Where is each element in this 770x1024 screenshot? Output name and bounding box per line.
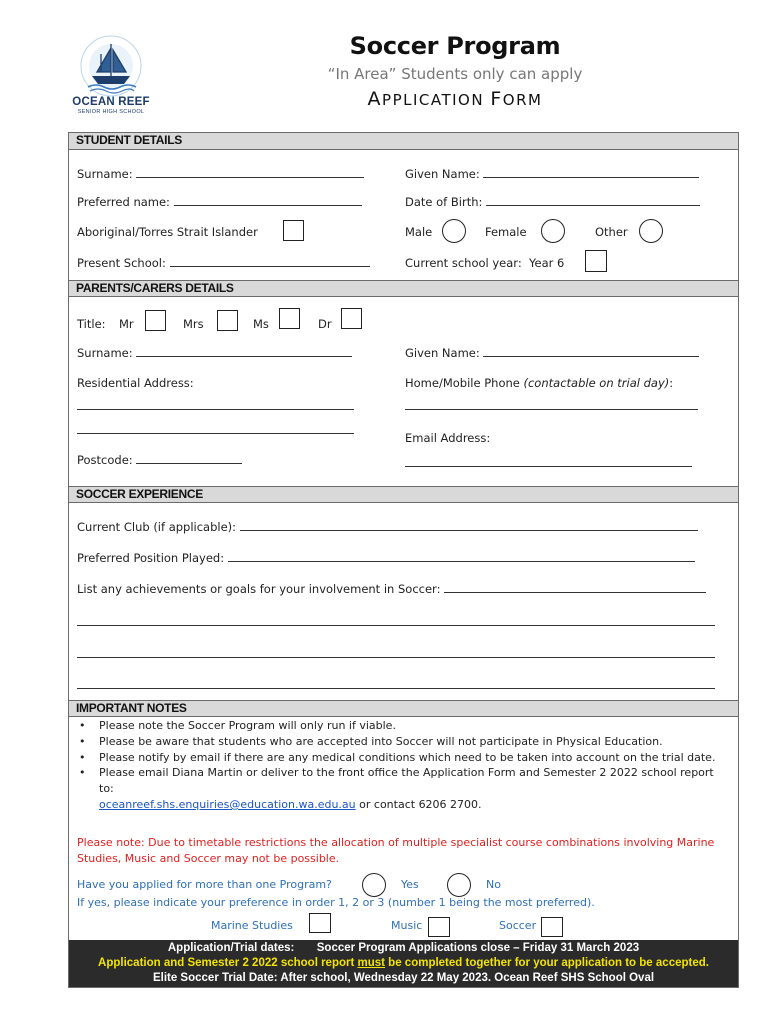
contact-text: or contact 6206 2700. bbox=[355, 797, 482, 811]
position-field[interactable] bbox=[77, 551, 695, 565]
female-label: Female bbox=[485, 225, 527, 239]
mrs-checkbox[interactable] bbox=[217, 310, 238, 331]
present-school-field[interactable] bbox=[77, 256, 370, 270]
current-year-checkbox[interactable] bbox=[585, 250, 607, 272]
postcode-field[interactable] bbox=[77, 453, 242, 467]
club-line[interactable] bbox=[240, 521, 698, 531]
soccer-label: Soccer bbox=[499, 919, 537, 932]
note-item: • Please notify by email if there are any medical conditions which need to be taken into account on the trial date. bbox=[77, 750, 727, 766]
surname-field[interactable] bbox=[77, 167, 364, 181]
dr-checkbox[interactable] bbox=[341, 308, 362, 329]
school-name: OCEAN REEF bbox=[72, 96, 150, 108]
note-item-text: Please email Diana Martin or deliver to the front office the Application Form and Semester 2 2022 school report to: bbox=[99, 766, 714, 796]
music-label: Music bbox=[391, 919, 423, 932]
current-year-label: Current school year: bbox=[405, 256, 522, 270]
phone-colon: : bbox=[669, 376, 674, 390]
form-title-part: PPLICATION bbox=[382, 91, 491, 109]
email-label: Email Address: bbox=[405, 431, 491, 445]
parent-given-name-line[interactable] bbox=[483, 347, 699, 357]
page-title: Soccer Program bbox=[349, 32, 561, 60]
position-line[interactable] bbox=[228, 552, 695, 562]
address-line-1[interactable] bbox=[77, 409, 354, 410]
note-item: • Please note the Soccer Program will only run if viable. bbox=[77, 718, 727, 734]
postcode-line[interactable] bbox=[136, 454, 242, 464]
male-radio[interactable] bbox=[442, 219, 466, 243]
enquiries-email-link[interactable]: oceanreef.shs.enquiries@education.wa.edu.au bbox=[99, 797, 356, 811]
school-logo-text bbox=[66, 96, 156, 115]
parent-surname-line[interactable] bbox=[136, 347, 352, 357]
given-name-label: Given Name: bbox=[405, 167, 480, 181]
given-name-field[interactable] bbox=[405, 167, 699, 181]
achievements-line-4[interactable] bbox=[77, 688, 715, 689]
form-title-part: F bbox=[490, 88, 503, 110]
phone-note: (contactable on trial day) bbox=[523, 376, 670, 390]
ms-checkbox[interactable] bbox=[279, 308, 300, 329]
dates-footer bbox=[69, 940, 738, 987]
present-school-label: Present School: bbox=[77, 256, 166, 270]
email-line[interactable] bbox=[405, 466, 692, 467]
achievements-label: List any achievements or goals for your involvement in Soccer: bbox=[77, 582, 441, 596]
timetable-warning: Please note: Due to timetable restrictions the allocation of multiple specialist course combinations involving Marine Studies, Music and Soccer may not be possible. bbox=[77, 836, 715, 865]
multiple-yes-radio[interactable] bbox=[362, 873, 386, 897]
other-radio[interactable] bbox=[639, 219, 663, 243]
form-title-part: A bbox=[367, 88, 383, 110]
address-line-2[interactable] bbox=[77, 433, 354, 434]
phone-label bbox=[405, 376, 673, 390]
achievements-line-3[interactable] bbox=[77, 657, 715, 658]
multiple-no-label: No bbox=[486, 878, 501, 891]
other-label: Other bbox=[595, 225, 628, 239]
footer-line-2-a: Application and Semester 2 2022 school report bbox=[98, 957, 358, 969]
music-checkbox[interactable] bbox=[428, 917, 450, 937]
aboriginal-checkbox[interactable] bbox=[283, 220, 304, 241]
footer-line-2 bbox=[69, 956, 738, 971]
notes-list bbox=[77, 718, 727, 813]
postcode-label: Postcode: bbox=[77, 453, 133, 467]
parent-given-name-field[interactable] bbox=[405, 346, 699, 360]
dob-line[interactable] bbox=[486, 196, 700, 206]
present-school-line[interactable] bbox=[170, 257, 370, 267]
mr-checkbox[interactable] bbox=[145, 310, 166, 331]
school-subname: SENIOR HIGH SCHOOL bbox=[77, 109, 145, 115]
dob-field[interactable] bbox=[405, 195, 700, 209]
title-label: Title: bbox=[77, 317, 106, 331]
achievements-line-2[interactable] bbox=[77, 625, 715, 626]
footer-must: must bbox=[357, 957, 385, 969]
footer-close-date: Soccer Program Applications close – Friday 31 March 2023 bbox=[316, 942, 640, 954]
club-label: Current Club (if applicable): bbox=[77, 520, 237, 534]
position-label: Preferred Position Played: bbox=[77, 551, 225, 565]
club-field[interactable] bbox=[77, 520, 698, 534]
surname-line[interactable] bbox=[136, 168, 364, 178]
form-title-part: ORM bbox=[502, 91, 543, 109]
marine-studies-checkbox[interactable] bbox=[309, 913, 331, 933]
dr-label: Dr bbox=[318, 317, 332, 331]
preferred-name-line[interactable] bbox=[174, 196, 362, 206]
multiple-yes-label: Yes bbox=[401, 878, 419, 891]
section-soccer-experience: SOCCER EXPERIENCE bbox=[69, 486, 738, 503]
section-student-details: STUDENT DETAILS bbox=[69, 133, 738, 150]
preference-instruction: If yes, please indicate your preference in order 1, 2 or 3 (number 1 being the most preferred). bbox=[77, 896, 595, 909]
application-form bbox=[68, 132, 739, 988]
parent-given-name-label: Given Name: bbox=[405, 346, 480, 360]
marine-studies-label: Marine Studies bbox=[211, 919, 293, 932]
page-subtitle: “In Area” Students only can apply bbox=[327, 65, 583, 83]
multiple-programs-question: Have you applied for more than one Program? bbox=[77, 878, 332, 891]
ms-label: Ms bbox=[253, 317, 269, 331]
aboriginal-label: Aboriginal/Torres Strait Islander bbox=[77, 225, 258, 239]
achievements-line[interactable] bbox=[444, 583, 706, 593]
preferred-name-field[interactable] bbox=[77, 195, 362, 209]
parent-surname-label: Surname: bbox=[77, 346, 133, 360]
footer-line-3: Elite Soccer Trial Date: After school, Wednesday 22 May 2023. Ocean Reef SHS School Oval bbox=[152, 972, 655, 984]
phone-label-text: Home/Mobile Phone bbox=[405, 376, 520, 390]
male-label: Male bbox=[405, 225, 433, 239]
footer-line-2-b: be completed together for your application to be accepted. bbox=[384, 957, 709, 969]
achievements-field[interactable] bbox=[77, 582, 706, 596]
soccer-checkbox[interactable] bbox=[541, 917, 563, 937]
phone-line[interactable] bbox=[405, 409, 698, 410]
footer-dates-label: Application/Trial dates: bbox=[167, 942, 295, 954]
female-radio[interactable] bbox=[541, 219, 565, 243]
surname-label: Surname: bbox=[77, 167, 133, 181]
given-name-line[interactable] bbox=[483, 168, 699, 178]
note-item: • Please be aware that students who are accepted into Soccer will not participate in Physical Education. bbox=[77, 734, 727, 750]
section-important-notes: IMPORTANT NOTES bbox=[69, 700, 738, 717]
mrs-label: Mrs bbox=[183, 317, 204, 331]
current-year-value: Year 6 bbox=[529, 256, 565, 270]
multiple-no-radio[interactable] bbox=[447, 873, 471, 897]
address-label: Residential Address: bbox=[77, 376, 194, 390]
note-item bbox=[77, 765, 727, 812]
mr-label: Mr bbox=[119, 317, 134, 331]
section-parents-details: PARENTS/CARERS DETAILS bbox=[69, 280, 738, 297]
dob-label: Date of Birth: bbox=[405, 195, 483, 209]
preferred-name-label: Preferred name: bbox=[77, 195, 170, 209]
form-title bbox=[290, 88, 620, 110]
footer-line-1 bbox=[69, 941, 738, 956]
parent-surname-field[interactable] bbox=[77, 346, 352, 360]
current-year-field bbox=[405, 256, 564, 270]
